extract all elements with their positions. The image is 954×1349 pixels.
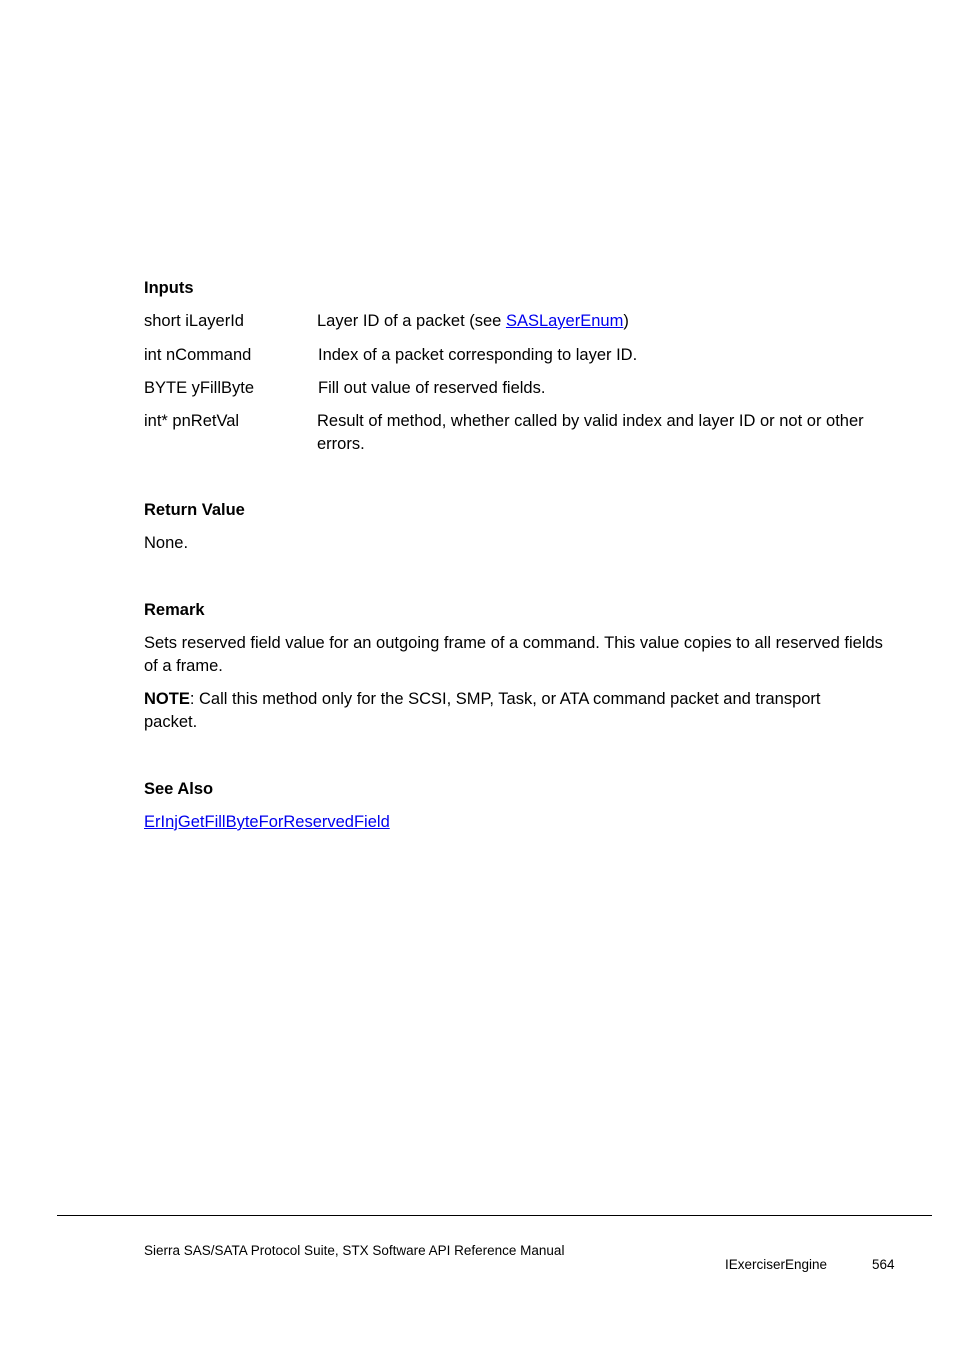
- param-desc-ilayerid-suffix: ): [623, 312, 629, 330]
- note-label: NOTE: [144, 690, 190, 708]
- param-name-ilayerid: short iLayerId: [144, 312, 244, 330]
- footer-section-name: IExerciserEngine: [725, 1257, 828, 1272]
- erinj-get-fill-byte-link[interactable]: ErInjGetFillByteForReservedField: [144, 813, 390, 831]
- footer-page-number: 564: [872, 1257, 895, 1272]
- see-also-heading: See Also: [144, 780, 214, 798]
- saslayerenum-link[interactable]: SASLayerEnum: [505, 312, 624, 330]
- param-desc-ncommand: Index of a packet corresponding to layer ID.: [318, 346, 638, 364]
- note-text: : Call this method only for the SCSI, SMP, Task, or ATA command packet and transport packet.: [144, 690, 821, 731]
- remark-heading: Remark: [144, 601, 205, 619]
- footer-divider: [57, 1215, 932, 1216]
- remark-note: [144, 688, 869, 734]
- return-value-text: None.: [144, 534, 189, 552]
- param-desc-ilayerid: [317, 312, 629, 331]
- remark-text: Sets reserved field value for an outgoing frame of a command. This value copies to all reserved fields of a frame.: [144, 634, 883, 675]
- return-value-heading: Return Value: [144, 501, 245, 519]
- param-name-ncommand: int nCommand: [144, 346, 252, 364]
- param-desc-ilayerid-prefix: Layer ID of a packet (see: [317, 312, 506, 330]
- param-desc-pnretval: Result of method, whether called by valid index and layer ID or not or other errors.: [317, 412, 864, 453]
- footer-manual-title: Sierra SAS/SATA Protocol Suite, STX Software API Reference Manual: [144, 1243, 565, 1258]
- inputs-heading: Inputs: [144, 279, 194, 297]
- param-name-pnretval: int* pnRetVal: [144, 412, 240, 430]
- param-name-yfillbyte: BYTE yFillByte: [144, 379, 255, 397]
- param-desc-yfillbyte: Fill out value of reserved fields.: [318, 379, 546, 397]
